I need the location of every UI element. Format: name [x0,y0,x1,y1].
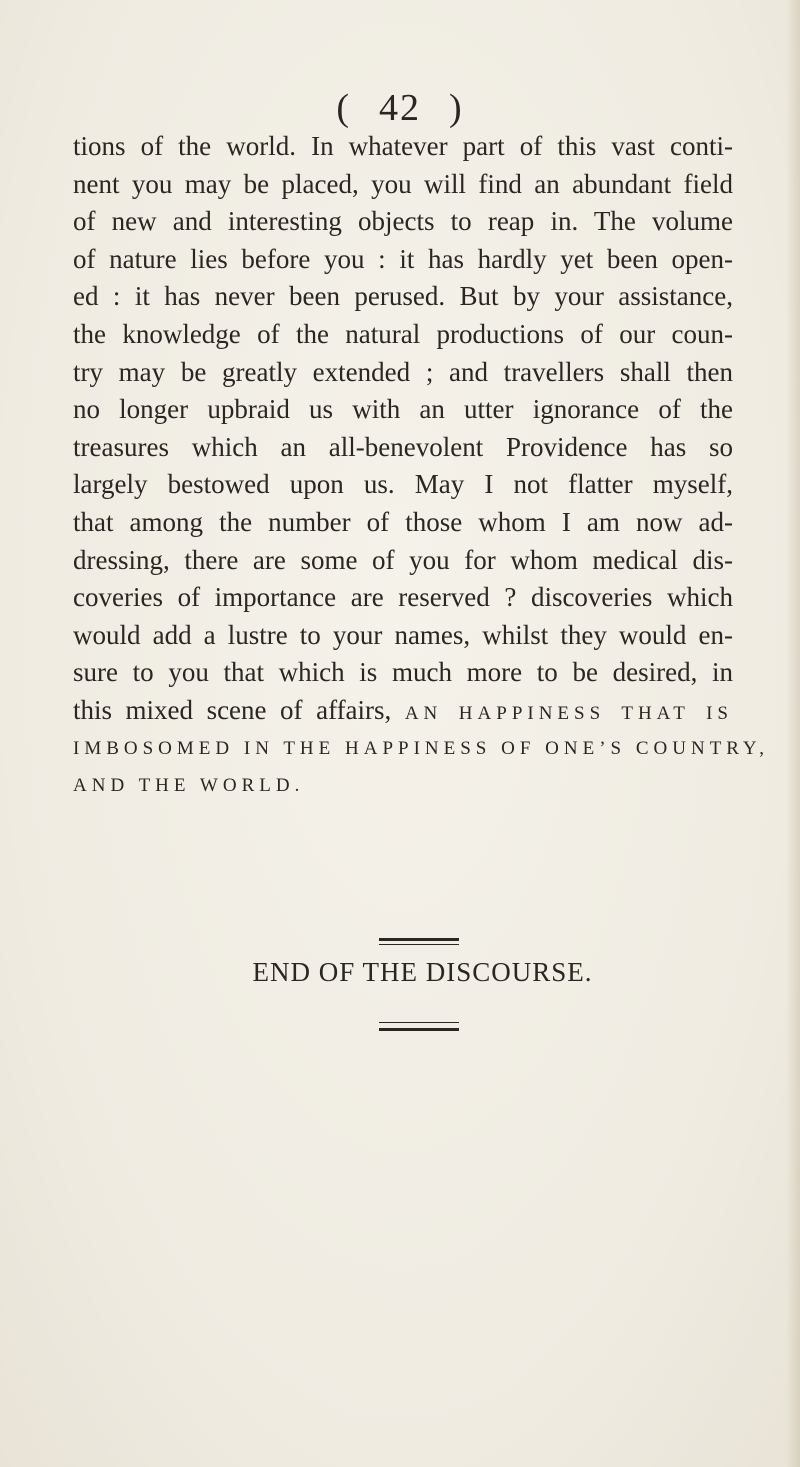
text-line: would add a lustre to your names, whilst they would en- [73,619,733,650]
page-number [0,86,800,130]
ornamental-rule-bottom-thin [379,1022,459,1023]
text-line: nent you may be placed, you will find an abundant field [73,168,733,199]
text-line: of nature lies before you : it has hardly yet been open- [73,243,733,274]
text-line: largely bestowed upon us. May I not flatter myself, [73,469,733,500]
text-line: coveries of importance are reserved ? discoveries which [73,582,733,613]
text-line-prefix: this mixed scene of affairs, [73,694,405,725]
small-caps-text: AN HAPPINESS THAT IS [404,702,733,724]
text-line: the knowledge of the natural productions of our coun- [73,318,733,349]
page-number-left-paren: ( [336,87,351,129]
text-line: try may be greatly extended ; and travellers shall then [73,356,733,387]
end-title: END OF THE DISCOURSE. [252,957,593,987]
text-line: sure to you that which is much more to be desired, in [73,657,733,688]
ornamental-rule-top [379,938,459,941]
text-line: no longer upbraid us with an utter ignorance of the [73,394,733,425]
text-line: of new and interesting objects to reap in. The volume [73,206,733,237]
ornamental-rule-bottom [379,1028,459,1031]
page-edge-shadow [786,0,800,1467]
text-line: ed : it has never been perused. But by your assistance, [73,281,733,312]
text-line-mixed [73,692,733,730]
text-line: that among the number of those whom I am now ad- [73,506,733,537]
small-caps-line: IMBOSOMED IN THE HAPPINESS OF ONE’S COUNTRY, [73,737,769,759]
page-number-value: 42 [379,87,421,129]
page-number-right-paren: ) [449,87,464,129]
text-line: treasures which an all-benevolent Providence has so [73,431,733,462]
body-text [73,128,769,805]
ornamental-rule-top-thin [379,944,459,945]
text-line: tions of the world. In whatever part of this vast conti- [73,131,733,161]
small-caps-line: AND THE WORLD. [73,775,305,797]
text-line: dressing, there are some of you for whom medical dis- [73,544,733,575]
